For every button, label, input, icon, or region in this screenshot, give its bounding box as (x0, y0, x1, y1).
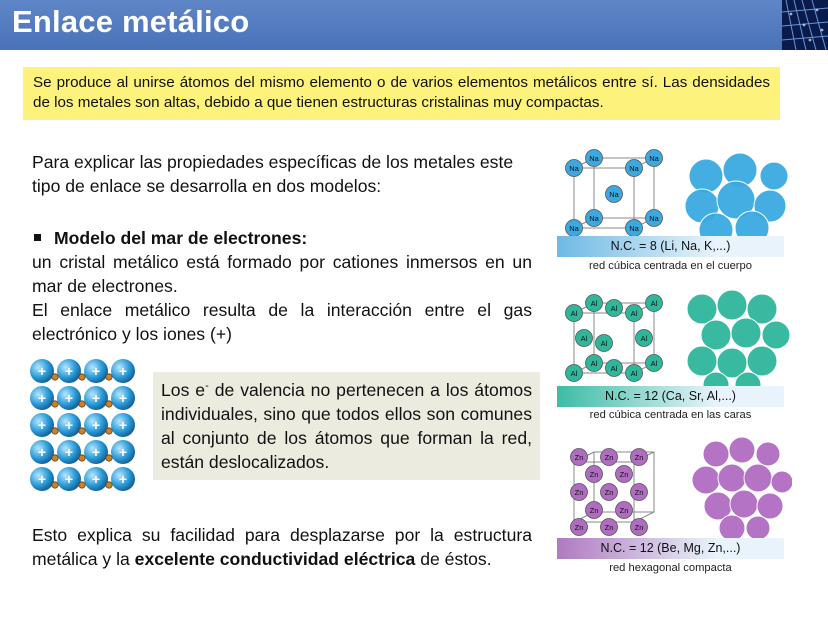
electron-dot (79, 482, 85, 488)
bullet-label: Modelo del mar de electrones: (54, 228, 308, 248)
packed-sphere (689, 159, 723, 193)
packed-sphere (687, 346, 717, 376)
plus-sign: + (64, 363, 74, 379)
atom-symbol: Al (630, 309, 638, 318)
atom-symbol: Na (589, 214, 599, 223)
electron-dot (52, 455, 58, 461)
atom-symbol: Al (570, 309, 578, 318)
hcp-coordination-label: N.C. = 12 (Be, Mg, Zn,...) (557, 538, 784, 559)
electron-dot (79, 455, 85, 461)
bond-description: El enlace metálico resulta de la interacción entre el gas electrónico y los iones (+) (32, 300, 532, 344)
atom-symbol: Na (649, 214, 659, 223)
atom-symbol: Zn (604, 523, 614, 532)
hcp-crystal-diagram (556, 430, 792, 550)
atom-symbol: Al (640, 334, 648, 343)
plus-sign: + (64, 417, 74, 433)
plus-sign: + (37, 390, 47, 406)
bullet-heading (32, 226, 542, 250)
electron-dot (106, 374, 112, 380)
atom-symbol: Zn (574, 453, 584, 462)
packed-sphere (746, 516, 770, 540)
packed-sphere (756, 442, 780, 466)
intro-highlight: Se produce al unirse átomos del mismo elemento o de varios elementos metálicos entre sí. Las densidades de los metales son altas, debido a que tienen estructuras cristalinas muy compactas. (23, 67, 780, 120)
atom-symbol: Al (650, 359, 658, 368)
atom-symbol: Al (610, 364, 618, 373)
atom-symbol: Zn (589, 470, 599, 479)
packed-sphere (692, 466, 720, 494)
bcc-coordination-label: N.C. = 8 (Li, Na, K,...) (557, 236, 784, 257)
packed-sphere (718, 464, 746, 492)
electron-dot (79, 401, 85, 407)
electron-dot (52, 482, 58, 488)
box-text-end: de valencia no pertenecen a los átomos individuales, sino que todos ellos son comunes al conjunto de los átomos que forman la red, están deslocalizados. (161, 380, 532, 472)
packed-sphere (771, 471, 792, 493)
atom-symbol: Al (590, 299, 598, 308)
electron-dot (106, 428, 112, 434)
electron-dot (52, 428, 58, 434)
bullet-square-icon (34, 234, 41, 241)
atom-symbol: Na (569, 164, 579, 173)
atom-symbol: Na (629, 224, 639, 233)
electron-dot (79, 428, 85, 434)
atom-symbol: Al (630, 369, 638, 378)
plus-sign: + (37, 471, 47, 487)
page-title: Enlace metálico (12, 4, 250, 39)
box-text-start: Los e (161, 380, 206, 400)
atom-symbol: Zn (634, 488, 644, 497)
packed-sphere (757, 493, 783, 519)
plus-sign: + (91, 444, 101, 460)
atom-symbol: Na (609, 190, 619, 199)
atom-symbol: Zn (604, 488, 614, 497)
atom-symbol: Na (589, 154, 599, 163)
electron-dot (106, 482, 112, 488)
plus-sign: + (37, 363, 47, 379)
plus-sign: + (91, 417, 101, 433)
plus-sign: + (118, 471, 128, 487)
plus-sign: + (64, 390, 74, 406)
plus-sign: + (64, 471, 74, 487)
electron-dot (106, 455, 112, 461)
electron-dot (52, 374, 58, 380)
packed-sphere (762, 321, 790, 349)
fcc-caption: red cúbica centrada en las caras (589, 409, 752, 421)
packed-sphere (687, 294, 717, 324)
atom-symbol: Zn (634, 523, 644, 532)
packed-sphere (729, 437, 755, 463)
plus-sign: + (91, 363, 101, 379)
conclusion-bold: excelente conductividad eléctrica (134, 549, 416, 569)
model-description: un cristal metálico está formado por cationes inmersos en un mar de electrones. (32, 252, 532, 296)
atom-symbol: Zn (634, 453, 644, 462)
plus-sign: + (91, 390, 101, 406)
atom-symbol: Zn (619, 470, 629, 479)
packed-sphere (717, 290, 747, 320)
title-bar (0, 0, 828, 50)
electron-sea-illustration (28, 357, 139, 496)
atom-symbol: Zn (574, 488, 584, 497)
plus-sign: + (118, 390, 128, 406)
atom-symbol: Na (569, 224, 579, 233)
atom-symbol: Zn (574, 523, 584, 532)
conclusion-paragraph (32, 523, 532, 571)
packed-sphere (730, 490, 758, 518)
electron-dot (79, 374, 85, 380)
atom-symbol: Al (610, 304, 618, 313)
plus-sign: + (37, 444, 47, 460)
conclusion-end: de éstos. (415, 549, 492, 569)
atom-symbol: Al (570, 369, 578, 378)
delocalized-electrons-box (153, 372, 540, 480)
electron-dot (106, 401, 112, 407)
atom-symbol: Zn (619, 506, 629, 515)
atom-symbol: Na (649, 154, 659, 163)
bcc-caption: red cúbica centrada en el cuerpo (589, 260, 752, 272)
packed-sphere (701, 320, 731, 350)
intro-paragraph: Para explicar las propiedades específicas de los metales este tipo de enlace se desarrolla en dos modelos: (32, 152, 514, 196)
atom-symbol: Al (650, 299, 658, 308)
hcp-caption: red hexagonal compacta (609, 562, 732, 574)
electron-dot (52, 401, 58, 407)
plus-sign: + (91, 471, 101, 487)
plus-sign: + (118, 444, 128, 460)
atom-symbol: Al (600, 339, 608, 348)
plus-sign: + (118, 417, 128, 433)
packed-sphere (744, 464, 772, 492)
plus-sign: + (118, 363, 128, 379)
packed-sphere (760, 162, 788, 190)
atom-symbol: Al (580, 334, 588, 343)
atom-symbol: Al (590, 359, 598, 368)
atom-symbol: Na (629, 164, 639, 173)
packed-sphere (747, 346, 777, 376)
header-decoration-image (782, 0, 828, 50)
atom-symbol: Zn (589, 506, 599, 515)
packed-sphere (731, 318, 761, 348)
plus-sign: + (37, 417, 47, 433)
atom-symbol: Zn (604, 453, 614, 462)
plus-sign: + (64, 444, 74, 460)
packed-sphere (703, 441, 729, 467)
fcc-coordination-label: N.C. = 12 (Ca, Sr, Al,...) (557, 386, 784, 407)
electron-superscript: - (205, 380, 209, 393)
conclusion-start: Esto explica su facilidad para desplazarse por la estructura metálica y la (32, 525, 532, 569)
